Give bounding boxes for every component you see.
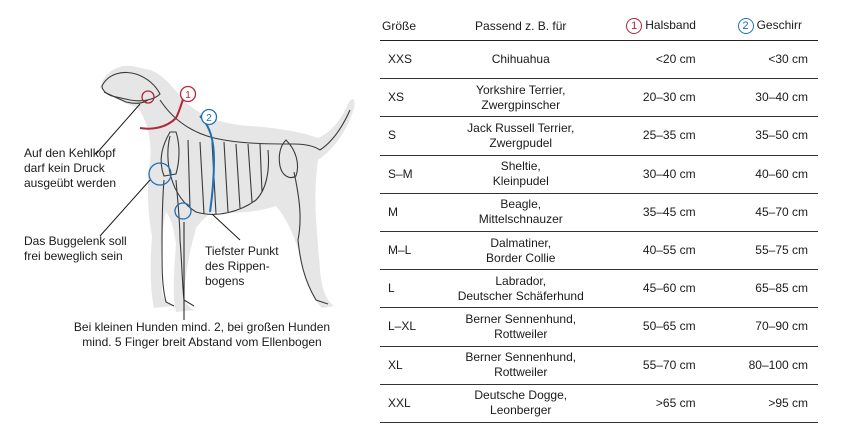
collar-cell: >65 cm: [608, 384, 715, 422]
size-cell: S–M: [380, 155, 433, 193]
dog-skeleton-illustration: [0, 0, 370, 425]
size-cell: XXL: [380, 384, 433, 422]
table-row: [380, 346, 818, 384]
size-cell: XS: [380, 79, 433, 117]
collar-cell: 35–45 cm: [608, 193, 715, 231]
size-cell: L: [380, 270, 433, 308]
table-row: [380, 79, 818, 117]
table-row: [380, 231, 818, 269]
header-harness-label: Geschirr: [756, 18, 802, 33]
breed-cell: Berner Sennenhund, Rottweiler: [433, 346, 608, 384]
harness-cell: <30 cm: [716, 41, 818, 79]
header-collar-label: Halsband: [645, 18, 696, 33]
harness-number-badge: 2: [738, 18, 754, 34]
size-cell: XL: [380, 346, 433, 384]
breed-cell: Beagle, Mittelschnauzer: [433, 193, 608, 231]
harness-cell: 45–70 cm: [716, 193, 818, 231]
harness-cell: 55–75 cm: [716, 231, 818, 269]
harness-cell: 80–100 cm: [716, 346, 818, 384]
header-breed: Passend z. B. für: [433, 12, 608, 41]
size-cell: XXS: [380, 41, 433, 79]
harness-cell: 30–40 cm: [716, 79, 818, 117]
breed-cell: Jack Russell Terrier, Zwergpudel: [433, 117, 608, 155]
table-row: [380, 117, 818, 155]
breed-cell: Dalmatiner, Border Collie: [433, 231, 608, 269]
collar-cell: 25–35 cm: [608, 117, 715, 155]
collar-cell: 40–55 cm: [608, 231, 715, 269]
table-header-row: [380, 12, 818, 41]
shoulder-callout: Das Buggelenk soll frei beweglich sein: [24, 234, 127, 263]
harness-cell: 40–60 cm: [716, 155, 818, 193]
size-cell: M: [380, 193, 433, 231]
header-size: Größe: [380, 12, 433, 41]
collar-cell: 45–60 cm: [608, 270, 715, 308]
harness-cell: 35–50 cm: [716, 117, 818, 155]
breed-cell: Berner Sennenhund, Rottweiler: [433, 308, 608, 346]
collar-cell: 55–70 cm: [608, 346, 715, 384]
harness-cell: >95 cm: [716, 384, 818, 422]
size-cell: S: [380, 117, 433, 155]
ribs-callout: Tiefster Punkt des Rippen- bogens: [205, 244, 279, 288]
throat-callout: Auf den Kehlkopf darf kein Druck ausgeübt werden: [24, 146, 117, 190]
breed-cell: Labrador, Deutscher Schäferhund: [433, 270, 608, 308]
breed-cell: Chihuahua: [433, 41, 608, 79]
size-table: [380, 12, 818, 423]
size-cell: M–L: [380, 231, 433, 269]
table-row: [380, 155, 818, 193]
collar-number-badge: 1: [626, 18, 642, 34]
table-row: [380, 384, 818, 422]
harness-number-text: 2: [206, 113, 212, 124]
harness-cell: 70–90 cm: [716, 308, 818, 346]
collar-cell: 20–30 cm: [608, 79, 715, 117]
table-row: [380, 308, 818, 346]
table-row: [380, 193, 818, 231]
collar-cell: <20 cm: [608, 41, 715, 79]
harness-cell: 65–85 cm: [716, 270, 818, 308]
breed-cell: Yorkshire Terrier, Zwergpinscher: [433, 79, 608, 117]
header-harness: [716, 12, 818, 41]
collar-cell: 30–40 cm: [608, 155, 715, 193]
elbow-callout: Bei kleinen Hunden mind. 2, bei großen Hunden mind. 5 Finger breit Abstand vom Ellenbogen: [73, 320, 331, 349]
table-row: [380, 270, 818, 308]
header-collar: [608, 12, 715, 41]
breed-cell: Deutsche Dogge, Leonberger: [433, 384, 608, 422]
collar-cell: 50–65 cm: [608, 308, 715, 346]
table-row: [380, 41, 818, 79]
breed-cell: Sheltie, Kleinpudel: [433, 155, 608, 193]
collar-number-text: 1: [185, 90, 191, 101]
size-cell: L–XL: [380, 308, 433, 346]
